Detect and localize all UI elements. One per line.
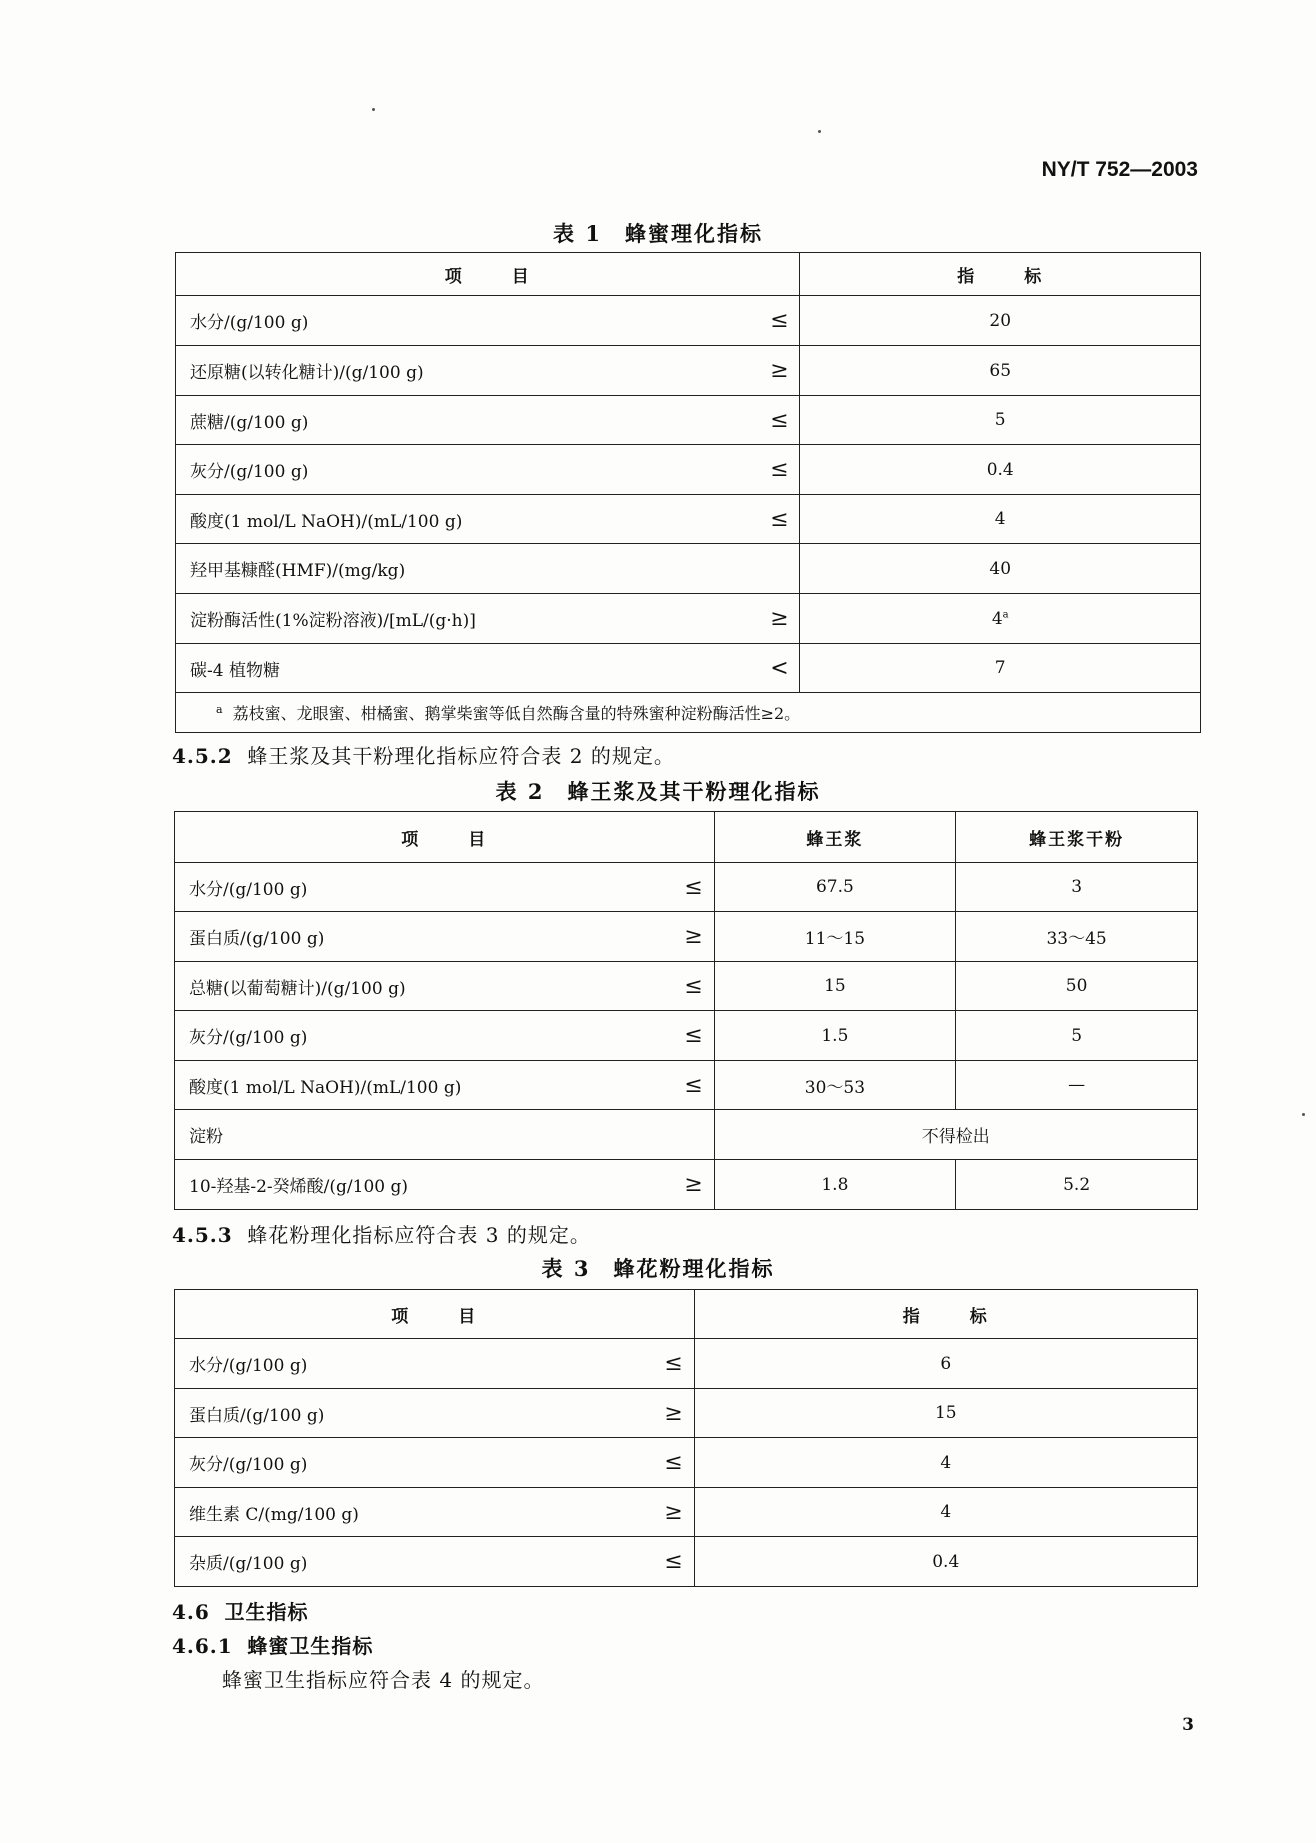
table-row bbox=[175, 1488, 1198, 1537]
row-item: 灰分/(g/100 g) bbox=[189, 1028, 308, 1048]
row-value: 15 bbox=[694, 1389, 1197, 1438]
row-value: 0.4 bbox=[694, 1537, 1197, 1587]
row-value: 4 bbox=[694, 1438, 1197, 1488]
row-item: 灰分/(g/100 g) bbox=[189, 1455, 308, 1475]
scan-speck bbox=[372, 108, 375, 111]
table3 bbox=[174, 1289, 1198, 1587]
comparison-symbol: ≤ bbox=[684, 1072, 703, 1098]
table-row bbox=[176, 495, 1201, 544]
row-item: 蛋白质/(g/100 g) bbox=[189, 929, 325, 949]
table-row bbox=[176, 396, 1201, 445]
row-value: 5 bbox=[800, 396, 1201, 445]
row-value: 65 bbox=[800, 346, 1201, 396]
row-item: 水分/(g/100 g) bbox=[189, 1356, 308, 1376]
table1-head-item: 项 目 bbox=[176, 253, 800, 296]
table2-caption: 表 2 蜂王浆及其干粉理化指标 bbox=[495, 779, 821, 804]
comparison-symbol: ≤ bbox=[770, 308, 789, 333]
row-value-powder: 5.2 bbox=[956, 1160, 1198, 1210]
table1-head-value: 指 标 bbox=[800, 253, 1201, 296]
row-value: 7 bbox=[800, 644, 1201, 693]
comparison-symbol: ≤ bbox=[770, 407, 789, 433]
row-value-royal-jelly: 1.5 bbox=[714, 1011, 956, 1061]
table-row bbox=[176, 296, 1201, 346]
comparison-symbol: ≥ bbox=[770, 606, 789, 631]
table-row bbox=[175, 863, 1198, 912]
table-row bbox=[176, 544, 1201, 594]
comparison-symbol: ≤ bbox=[684, 973, 703, 999]
table2 bbox=[174, 811, 1198, 1210]
paragraph-4-6-1: 蜂蜜卫生指标应符合表 4 的规定。 bbox=[222, 1668, 545, 1692]
row-item: 还原糖(以转化糖计)/(g/100 g) bbox=[190, 363, 424, 383]
row-item: 水分/(g/100 g) bbox=[189, 879, 308, 900]
clause-4-5-3: 4.5.3 蜂花粉理化指标应符合表 3 的规定。 bbox=[172, 1223, 591, 1247]
row-item: 羟甲基糠醛(HMF)/(mg/kg) bbox=[190, 561, 406, 581]
comparison-symbol: ≤ bbox=[664, 1351, 683, 1376]
table3-head-value: 指 标 bbox=[694, 1290, 1197, 1339]
row-value: 6 bbox=[694, 1339, 1197, 1389]
table-row bbox=[175, 1339, 1198, 1389]
row-value-powder: 33～45 bbox=[956, 912, 1198, 962]
comparison-symbol: ≥ bbox=[684, 1172, 703, 1197]
row-item: 淀粉酶活性(1%淀粉溶液)/[mL/(g·h)] bbox=[190, 611, 476, 631]
row-item: 杂质/(g/100 g) bbox=[189, 1554, 308, 1574]
row-value: 0.4 bbox=[800, 445, 1201, 495]
comparison-symbol: ≥ bbox=[664, 1499, 683, 1525]
row-value: 4 bbox=[694, 1488, 1197, 1537]
row-item: 总糖(以葡萄糖计)/(g/100 g) bbox=[189, 978, 406, 999]
table-row bbox=[175, 1061, 1198, 1110]
table-row bbox=[175, 1537, 1198, 1587]
row-value-powder: 50 bbox=[956, 962, 1198, 1011]
table-row bbox=[176, 594, 1201, 644]
row-value: 4 bbox=[800, 495, 1201, 544]
row-item: 淀粉 bbox=[175, 1110, 715, 1160]
table-row bbox=[175, 912, 1198, 962]
comparison-symbol: < bbox=[770, 655, 789, 681]
scan-speck bbox=[1302, 1113, 1305, 1116]
clause-4-5-2: 4.5.2 蜂王浆及其干粉理化指标应符合表 2 的规定。 bbox=[172, 744, 675, 768]
footnote-reference: a bbox=[1002, 608, 1009, 620]
row-value: 40 bbox=[800, 544, 1201, 594]
table3-caption: 表 3 蜂花粉理化指标 bbox=[541, 1256, 775, 1281]
row-value-royal-jelly: 11～15 bbox=[714, 912, 956, 962]
row-item: 灰分/(g/100 g) bbox=[190, 462, 309, 482]
table1-footnote-row bbox=[176, 693, 1201, 733]
comparison-symbol: ≥ bbox=[664, 1400, 683, 1426]
comparison-symbol: ≥ bbox=[770, 358, 789, 383]
table-row bbox=[176, 346, 1201, 396]
table-row bbox=[175, 1160, 1198, 1210]
table1 bbox=[175, 252, 1201, 733]
section-4-6-1: 4.6.1 蜂蜜卫生指标 bbox=[172, 1634, 374, 1658]
row-value-merged: 不得检出 bbox=[714, 1110, 1197, 1160]
row-value-powder: 3 bbox=[956, 863, 1198, 912]
comparison-symbol: ≤ bbox=[770, 457, 789, 482]
table-row bbox=[176, 644, 1201, 693]
table3-head-item: 项 目 bbox=[175, 1290, 695, 1339]
table1-footnote: $^a$ 荔枝蜜、龙眼蜜、柑橘蜜、鹅掌柴蜜等低自然酶含量的特殊蜜种淀粉酶活性≥2。 bbox=[176, 693, 1201, 733]
comparison-symbol: ≤ bbox=[684, 1023, 703, 1048]
row-item: 酸度(1 mol/L NaOH)/(mL/100 g) bbox=[189, 1077, 462, 1098]
table2-head-royal-jelly-powder: 蜂王浆干粉 bbox=[956, 812, 1198, 863]
comparison-symbol: ≥ bbox=[684, 924, 703, 949]
row-value-royal-jelly: 1.8 bbox=[714, 1160, 956, 1210]
row-item: 碳-4 植物糖 bbox=[190, 660, 280, 681]
row-value-royal-jelly: 15 bbox=[714, 962, 956, 1011]
comparison-symbol: ≤ bbox=[664, 1549, 683, 1574]
comparison-symbol: ≤ bbox=[664, 1450, 683, 1475]
comparison-symbol: ≤ bbox=[684, 874, 703, 900]
row-item: 10-羟基-2-癸烯酸/(g/100 g) bbox=[189, 1177, 409, 1197]
row-value-royal-jelly: 67.5 bbox=[714, 863, 956, 912]
row-item: 维生素 C/(mg/100 g) bbox=[189, 1504, 359, 1525]
row-item: 酸度(1 mol/L NaOH)/(mL/100 g) bbox=[190, 511, 463, 532]
row-value-royal-jelly: 30～53 bbox=[714, 1061, 956, 1110]
standard-number-header: NY/T 752—2003 bbox=[1041, 158, 1198, 181]
table-row bbox=[175, 1438, 1198, 1488]
page-number: 3 bbox=[1182, 1715, 1194, 1735]
section-4-6: 4.6 卫生指标 bbox=[172, 1600, 309, 1624]
row-value: 4$^a$ bbox=[800, 594, 1201, 644]
row-value: 20 bbox=[800, 296, 1201, 346]
row-item: 蛋白质/(g/100 g) bbox=[189, 1405, 325, 1426]
table-row bbox=[175, 1389, 1198, 1438]
table-row bbox=[175, 962, 1198, 1011]
row-value-powder: — bbox=[956, 1061, 1198, 1110]
table1-caption: 表 1 蜂蜜理化指标 bbox=[553, 221, 763, 246]
table2-head-item: 项 目 bbox=[175, 812, 715, 863]
row-item: 蔗糖/(g/100 g) bbox=[190, 412, 309, 433]
row-value-powder: 5 bbox=[956, 1011, 1198, 1061]
scan-speck bbox=[818, 130, 821, 133]
table-row bbox=[176, 445, 1201, 495]
table-row bbox=[175, 1110, 1198, 1160]
table2-head-royal-jelly: 蜂王浆 bbox=[714, 812, 956, 863]
comparison-symbol: ≤ bbox=[770, 506, 789, 532]
table-row bbox=[175, 1011, 1198, 1061]
row-item: 水分/(g/100 g) bbox=[190, 313, 309, 333]
